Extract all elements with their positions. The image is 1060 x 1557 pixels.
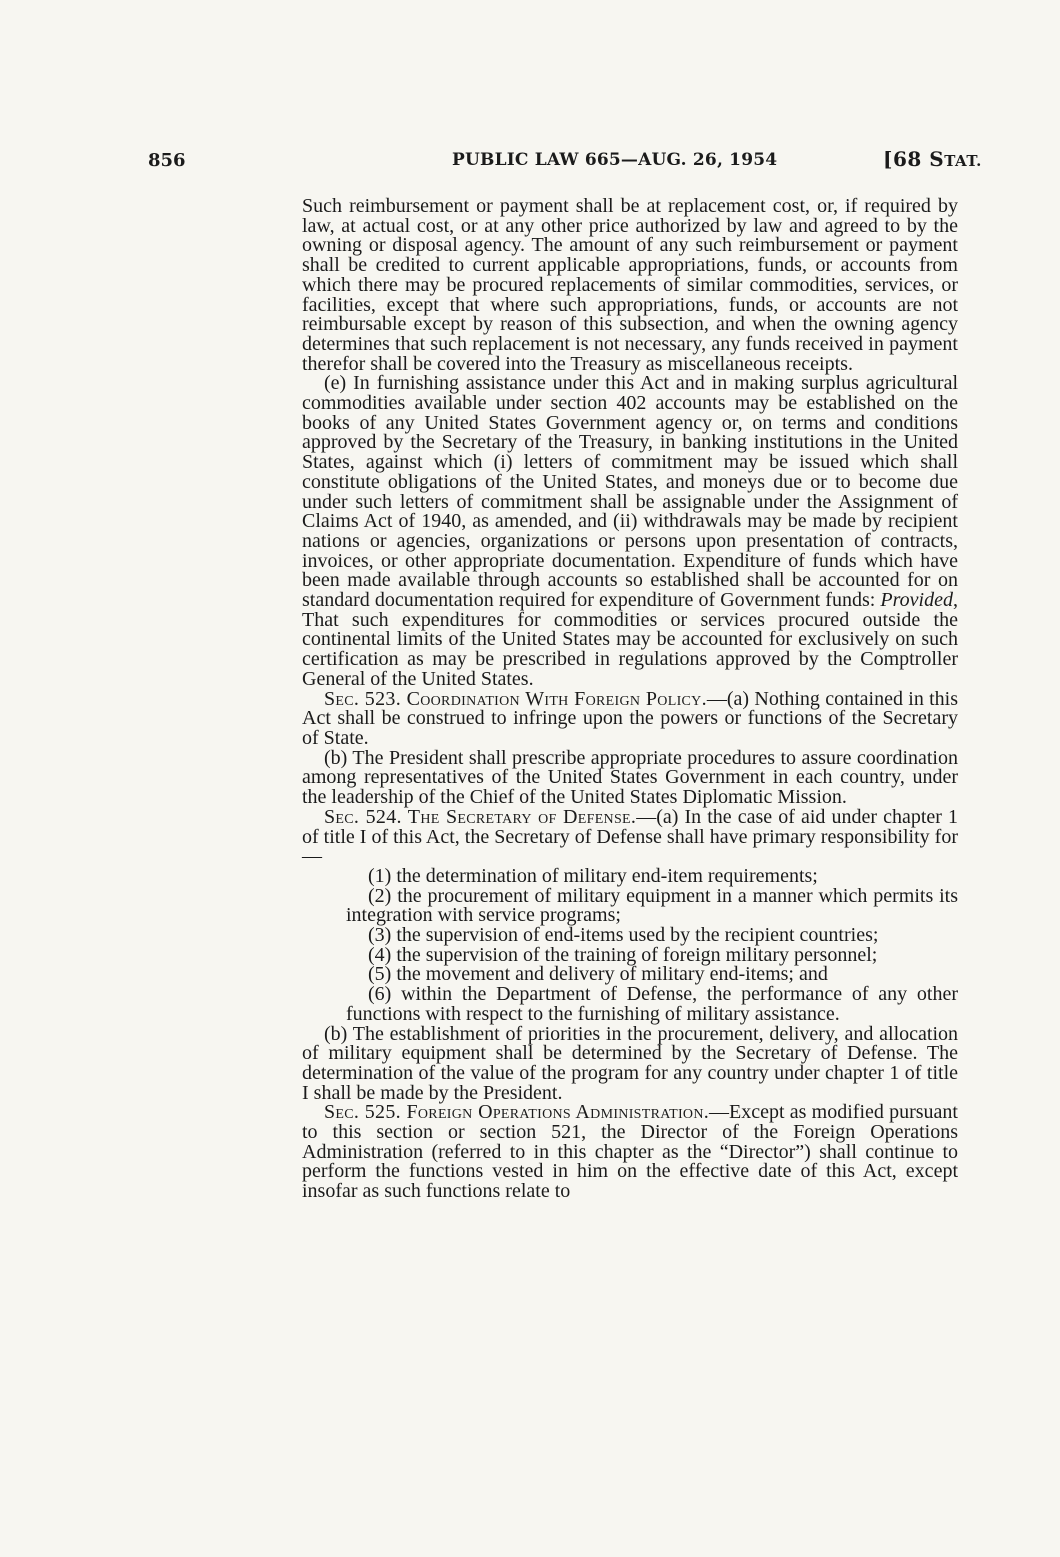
list-item: (3) the supervision of end-items used by the recipient countries; — [368, 924, 879, 947]
list-item: (6) within the Department of Defense, the performance of any other functions with respect to the furnishing of military assistance. — [346, 983, 958, 1025]
page-number: 856 — [148, 150, 186, 171]
section-525-text: —Except as modified pursuant to this section or section 521, the Director of the Foreign Operations Administration (referred to in this chapter as the “Director”) shall continue to perform the functions vested in him on the effective date of this Act, except insofar as such functions relate to — [302, 1101, 958, 1203]
volume-s: S — [929, 147, 945, 171]
section-524 — [302, 805, 959, 868]
body-text — [302, 197, 958, 1202]
volume-bracket: [ — [883, 147, 893, 171]
subsection-e-text-b: , That such expenditures for commodities or services procured outside the continental limits of the United States may be accounted for exclusively on such certification as may be prescribed in regulations approved by the Comptroller General of the United States. — [302, 589, 958, 690]
section-523-text: —(a) Nothing contained in this Act shall be construed to infringe upon the powers or functions of the Secretary of State. — [302, 687, 959, 749]
section-525 — [302, 1103, 958, 1202]
volume-number: 68 — [892, 147, 930, 171]
running-head: PUBLIC LAW 665—AUG. 26, 1954 — [452, 150, 778, 170]
list-item: (1) the determination of military end-item requirements; — [368, 864, 818, 887]
section-523 — [302, 687, 959, 749]
provided-italic: Provided — [880, 589, 953, 612]
section-524-text: —(a) In the case of aid under chapter 1 of title I of this Act, the Secretary of Defense shall have primary responsibility for— — [302, 805, 959, 868]
paragraph-subsection-e — [302, 374, 958, 689]
page-header — [0, 147, 1060, 174]
volume-reference — [883, 147, 982, 171]
paragraph-reimbursement: Such reimbursement or payment shall be at replacement cost, or, if required by law, at actual cost, or at any other price authorized by law and agreed to by the owning or disposal agency. The amount of any such reimbursement or payment shall be credited to current applicable appropriations, funds, or accounts from which there may be procured replacements of similar commodities, services, or facilities, except that where such appropriations, funds, or accounts are not reimbursable except by reason of this subsection, and when the owning agency determines that such replacement is not necessary, any funds received in payment therefor shall be covered into the Treasury as miscellaneous receipts. — [302, 195, 958, 375]
section-524-heading: Sec. 524. The Secretary of Defense. — [324, 805, 637, 828]
volume-tat: TAT. — [944, 152, 982, 170]
list-item: (2) the procurement of military equipment in a manner which permits its integration with service programs; — [346, 884, 958, 927]
section-525-heading: Sec. 525. Foreign Operations Administration. — [324, 1101, 710, 1124]
subsection-e-text-a: (e) In furnishing assistance under this Act and in making surplus agricultural commodities available under section 402 accounts may be established on the books of any United States Government agency or, on terms and conditions approved by the Secretary of the Treasury, in banking institutions in the United States, against which (i) letters of commitment may be issued which shall constitute obligations of the United States, and moneys due or to become due under such letters of commitment shall be assignable under the Assignment of Claims Act of 1940, as amended, and (ii) withdrawals may be made by recipient nations or agencies, organizations or persons upon presentation of contracts, invoices, or other appropriate documentation. Expenditure of funds which have been made available through accounts so established shall be accounted for on standard documentation required for expenditure of Government funds: — [302, 372, 958, 612]
list-item: (5) the movement and delivery of military end-items; and — [368, 963, 828, 986]
section-524-b: (b) The establishment of priorities in the procurement, delivery, and allocation of military equipment shall be determined by the Secretary of Defense. The determination of the value of the program for any country under chapter 1 of title I shall be made by the President. — [302, 1022, 958, 1104]
section-523-heading: Sec. 523. Coordination With Foreign Policy. — [324, 687, 707, 710]
section-523-b: (b) The President shall prescribe appropriate procedures to assure coordination among representatives of the United States Government in each country, under the leadership of the Chief of the United States Diplomatic Mission. — [302, 746, 958, 809]
list-item: (4) the supervision of the training of foreign military personnel; — [368, 943, 878, 966]
